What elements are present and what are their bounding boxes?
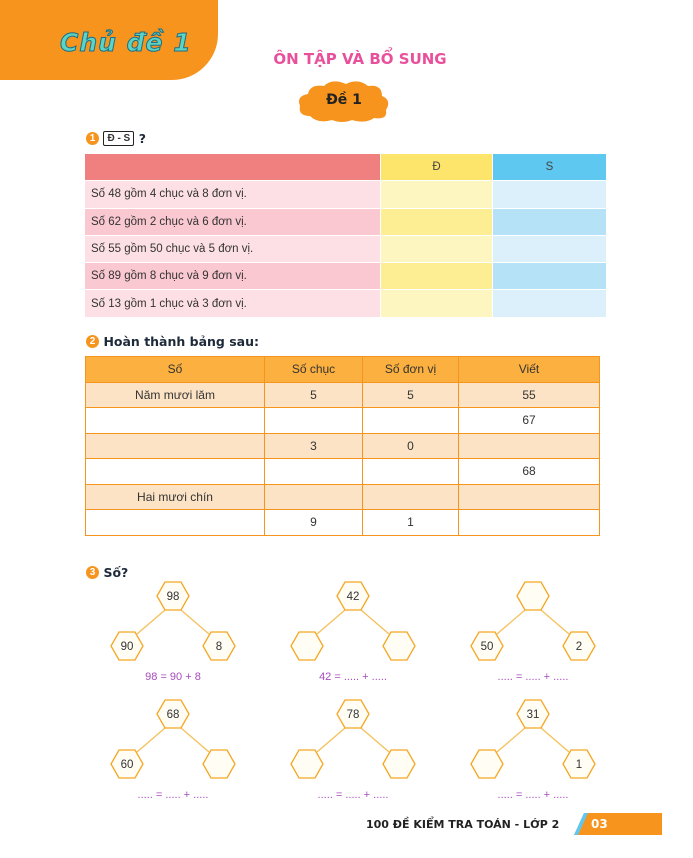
header-d-cell: Đ — [381, 154, 493, 181]
hex-right[interactable] — [383, 632, 415, 660]
connector-line — [541, 610, 569, 634]
cell[interactable] — [459, 484, 600, 510]
answer-d-cell[interactable] — [381, 181, 493, 208]
hex-left[interactable] — [291, 750, 323, 778]
hex-left[interactable] — [291, 632, 323, 660]
number-bond-svg — [103, 696, 243, 796]
connector-line — [181, 728, 209, 752]
exercise3-title: Số? — [103, 565, 129, 580]
connector-line — [541, 728, 569, 752]
connector-line — [181, 610, 209, 634]
connector-line — [317, 728, 345, 752]
answer-s-cell[interactable] — [493, 208, 607, 235]
cell[interactable]: 5 — [265, 382, 363, 408]
header-units: Số đơn vị — [363, 357, 459, 383]
hex-value-top: 31 — [526, 709, 540, 721]
statement-cell: Số 48 gồm 4 chục và 8 đơn vị. — [85, 181, 381, 208]
place-value-table — [85, 356, 600, 536]
hex-right[interactable] — [203, 750, 235, 778]
answer-d-cell[interactable] — [381, 208, 493, 235]
cell[interactable]: 0 — [363, 433, 459, 459]
number-bond-1 — [103, 578, 243, 698]
hex-value-left: 50 — [480, 641, 494, 653]
cell[interactable] — [86, 459, 265, 485]
cell[interactable] — [86, 408, 265, 434]
table-row — [86, 408, 600, 434]
cell[interactable] — [459, 510, 600, 536]
exercise2-number: 2 — [86, 335, 99, 348]
table-row — [86, 433, 600, 459]
hex-value-right: 1 — [575, 759, 583, 771]
statement-cell: Số 89 gồm 8 chục và 9 đơn vị. — [85, 263, 381, 290]
cell[interactable]: Năm mươi lăm — [86, 382, 265, 408]
connector-line — [137, 610, 165, 634]
table-row — [85, 290, 607, 317]
number-bond-3 — [463, 578, 603, 698]
cell[interactable] — [86, 510, 265, 536]
cell[interactable] — [265, 459, 363, 485]
answer-s-cell[interactable] — [493, 235, 607, 262]
cell[interactable] — [363, 408, 459, 434]
connector-line — [497, 610, 525, 634]
answer-d-cell[interactable] — [381, 235, 493, 262]
page-number: 03 — [591, 817, 608, 831]
cell[interactable]: Hai mươi chín — [86, 484, 265, 510]
answer-s-cell[interactable] — [493, 290, 607, 317]
hex-value-top: 98 — [166, 591, 180, 603]
connector-line — [497, 728, 525, 752]
cell[interactable] — [459, 433, 600, 459]
hex-top[interactable] — [517, 582, 549, 610]
number-bond-svg — [103, 578, 243, 678]
number-bond-5 — [283, 696, 423, 816]
hex-value-top: 68 — [166, 709, 180, 721]
exercise3-number: 3 — [86, 566, 99, 579]
page-number-banner — [574, 813, 662, 835]
chapter-label: Chủ đề 1 — [60, 28, 192, 57]
equation: 42 = ..... + ..... — [319, 671, 387, 683]
exercise2-title: Hoàn thành bảng sau: — [103, 334, 260, 349]
hex-value-top: 78 — [346, 709, 360, 721]
statement-cell: Số 55 gồm 50 chục và 5 đơn vị. — [85, 235, 381, 262]
hex-right[interactable] — [383, 750, 415, 778]
table-row — [85, 263, 607, 290]
hex-value-left: 60 — [120, 759, 134, 771]
exercise1-number: 1 — [86, 132, 99, 145]
true-false-table — [85, 154, 607, 318]
page-title: ÔN TẬP VÀ BỔ SUNG — [273, 50, 447, 68]
cell[interactable] — [363, 459, 459, 485]
cell[interactable] — [265, 408, 363, 434]
header-written: Viết — [459, 357, 600, 383]
equation: ..... = ..... + ..... — [497, 789, 569, 801]
hex-value-right: 2 — [575, 641, 583, 653]
question-mark: ? — [138, 131, 146, 146]
answer-d-cell[interactable] — [381, 290, 493, 317]
number-bond-6 — [463, 696, 603, 816]
cell[interactable] — [86, 433, 265, 459]
cell[interactable] — [265, 484, 363, 510]
hex-value-top: 42 — [346, 591, 360, 603]
equation: ..... = ..... + ..... — [317, 789, 389, 801]
table-row — [86, 382, 600, 408]
number-bond-2 — [283, 578, 423, 698]
equation: ..... = ..... + ..... — [137, 789, 209, 801]
number-bond-svg — [283, 578, 423, 678]
number-bond-svg — [463, 578, 603, 678]
number-bond-svg — [463, 696, 603, 796]
cell[interactable]: 68 — [459, 459, 600, 485]
answer-s-cell[interactable] — [493, 263, 607, 290]
cell[interactable]: 67 — [459, 408, 600, 434]
header-number-word: Số — [86, 357, 265, 383]
exercise1-heading — [86, 130, 146, 148]
statement-cell: Số 13 gồm 1 chục và 3 đơn vị. — [85, 290, 381, 317]
cell[interactable]: 55 — [459, 382, 600, 408]
table-row — [86, 459, 600, 485]
connector-line — [137, 728, 165, 752]
cell[interactable]: 9 — [265, 510, 363, 536]
equation: 98 = 90 + 8 — [145, 671, 201, 683]
table-row — [85, 235, 607, 262]
connector-line — [317, 610, 345, 634]
answer-s-cell[interactable] — [493, 181, 607, 208]
table-row — [85, 208, 607, 235]
hex-value-left: 90 — [120, 641, 134, 653]
ds-label: Đ - S — [103, 131, 134, 146]
statement-cell: Số 62 gồm 2 chục và 6 đơn vị. — [85, 208, 381, 235]
exercise2-heading — [86, 333, 259, 351]
header-statement-cell — [85, 154, 381, 181]
table-row — [86, 510, 600, 536]
header-s-cell: S — [493, 154, 607, 181]
hex-left[interactable] — [471, 750, 503, 778]
table-row — [86, 484, 600, 510]
cell[interactable] — [363, 484, 459, 510]
answer-d-cell[interactable] — [381, 263, 493, 290]
table-row — [85, 181, 607, 208]
cell[interactable]: 3 — [265, 433, 363, 459]
connector-line — [361, 728, 389, 752]
hex-value-right: 8 — [215, 641, 223, 653]
number-bond-4 — [103, 696, 243, 816]
number-bond-svg — [283, 696, 423, 796]
header-tens: Số chục — [265, 357, 363, 383]
cell[interactable]: 5 — [363, 382, 459, 408]
table-header-row — [86, 357, 600, 383]
test-label: Đề 1 — [326, 92, 362, 108]
connector-line — [361, 610, 389, 634]
equation: ..... = ..... + ..... — [497, 671, 569, 683]
book-title: 100 ĐỀ KIỂM TRA TOÁN - LỚP 2 — [366, 818, 560, 831]
table-header-row — [85, 154, 607, 181]
cell[interactable]: 1 — [363, 510, 459, 536]
